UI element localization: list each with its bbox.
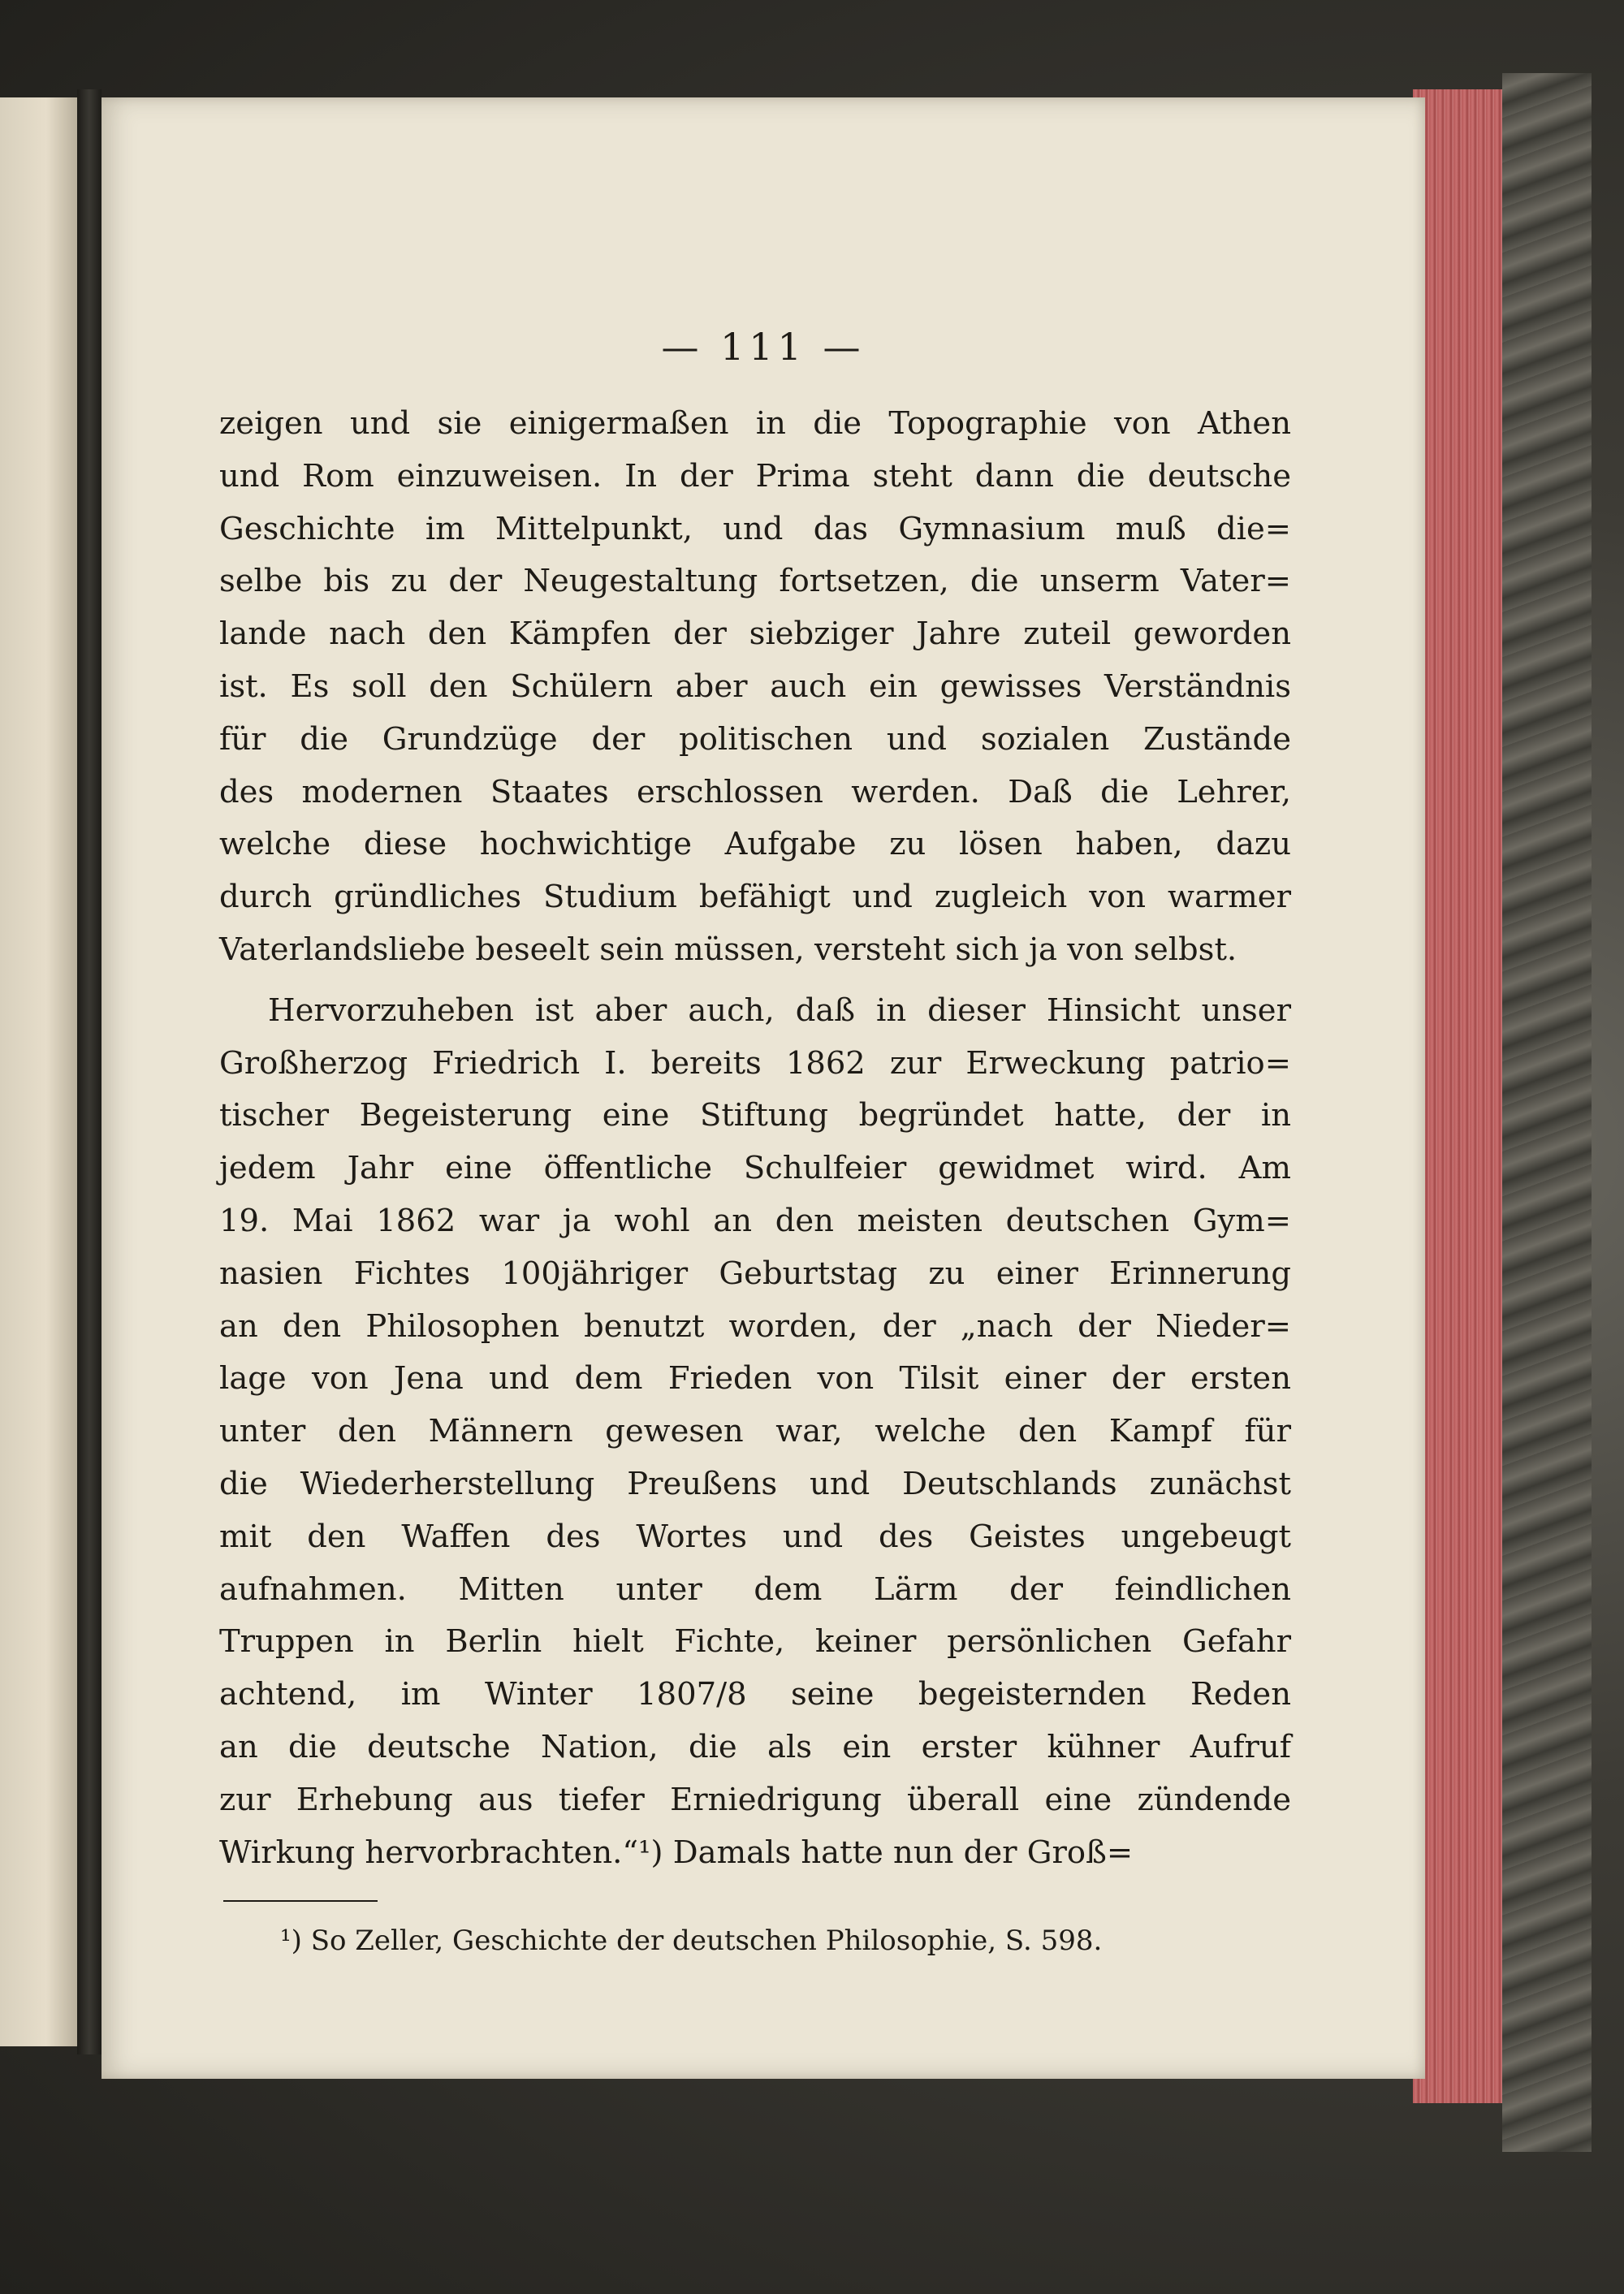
text-line: Hervorzuheben ist aber auch, daß in dieser Hinsicht unser bbox=[268, 991, 1291, 1029]
page-edges bbox=[1413, 89, 1502, 2103]
book-gutter bbox=[77, 89, 102, 2054]
footnote-rule bbox=[223, 1900, 378, 1902]
text-line: Geschichte im Mittelpunkt, und das Gymnasium muß die= bbox=[219, 510, 1291, 547]
text-line: des modernen Staates erschlossen werden. Daß die Lehrer, bbox=[219, 773, 1291, 810]
page-number: — 111 — bbox=[661, 325, 866, 369]
text-line: an die deutsche Nation, die als ein erster kühner Aufruf bbox=[219, 1728, 1291, 1765]
text-line: lage von Jena und dem Frieden von Tilsit einer der ersten bbox=[219, 1360, 1291, 1398]
text-line: und Rom einzuweisen. In der Prima steht dann die deutsche bbox=[219, 457, 1291, 495]
text-line: zur Erhebung aus tiefer Erniedrigung überall eine zündende bbox=[219, 1781, 1291, 1818]
text-line: Vaterlandsliebe beseelt sein müssen, versteht sich ja von selbst. bbox=[219, 931, 1237, 968]
paragraph-2 bbox=[219, 985, 1291, 1880]
text-line: Großherzog Friedrich I. bereits 1862 zur Erweckung patrio= bbox=[219, 1044, 1291, 1082]
book-cover-edge bbox=[1502, 73, 1592, 2152]
text-line: ist. Es soll den Schülern aber auch ein gewisses Verständnis bbox=[219, 667, 1291, 705]
text-line: tischer Begeisterung eine Stiftung begründet hatte, der in bbox=[219, 1097, 1291, 1134]
paragraph-1 bbox=[219, 398, 1291, 977]
text-line: zeigen und sie einigermaßen in die Topographie von Athen bbox=[219, 405, 1291, 442]
text-line: durch gründliches Studium befähigt und zugleich von warmer bbox=[219, 879, 1291, 916]
text-line: Wirkung hervorbrachten.“¹) Damals hatte nun der Groß= bbox=[219, 1834, 1134, 1871]
text-line: an den Philosophen benutzt worden, der „nach der Nieder= bbox=[219, 1307, 1291, 1345]
footnote-text: So Zeller, Geschichte der deutschen Philosophie, S. 598. bbox=[310, 1925, 1103, 1957]
footnote bbox=[280, 1921, 1255, 1960]
book-page bbox=[102, 97, 1425, 2079]
text-line: achtend, im Winter 1807/8 seine begeisternden Reden bbox=[219, 1676, 1291, 1713]
text-line: nasien Fichtes 100jähriger Geburtstag zu einer Erinnerung bbox=[219, 1255, 1291, 1292]
facing-page-edge bbox=[0, 97, 77, 2046]
text-line: unter den Männern gewesen war, welche den Kampf für bbox=[219, 1413, 1291, 1450]
text-line: aufnahmen. Mitten unter dem Lärm der feindlichen bbox=[219, 1570, 1291, 1608]
body-text bbox=[219, 398, 1291, 1879]
text-line: die Wiederherstellung Preußens und Deutschlands zunächst bbox=[219, 1465, 1291, 1502]
text-line: selbe bis zu der Neugestaltung fortsetzen, die unserm Vater= bbox=[219, 563, 1291, 600]
text-line: jedem Jahr eine öffentliche Schulfeier gewidmet wird. Am bbox=[219, 1150, 1291, 1187]
text-line: mit den Waffen des Wortes und des Geistes ungebeugt bbox=[219, 1518, 1291, 1555]
text-line: lande nach den Kämpfen der siebziger Jahre zuteil geworden bbox=[219, 616, 1291, 653]
text-line: 19. Mai 1862 war ja wohl an den meisten deutschen Gym= bbox=[219, 1202, 1291, 1239]
footnote-marker: ¹) bbox=[280, 1925, 302, 1957]
text-line: für die Grundzüge der politischen und sozialen Zustände bbox=[219, 720, 1291, 758]
text-line: welche diese hochwichtige Aufgabe zu lösen haben, dazu bbox=[219, 826, 1291, 863]
text-line: Truppen in Berlin hielt Fichte, keiner persönlichen Gefahr bbox=[219, 1623, 1291, 1661]
